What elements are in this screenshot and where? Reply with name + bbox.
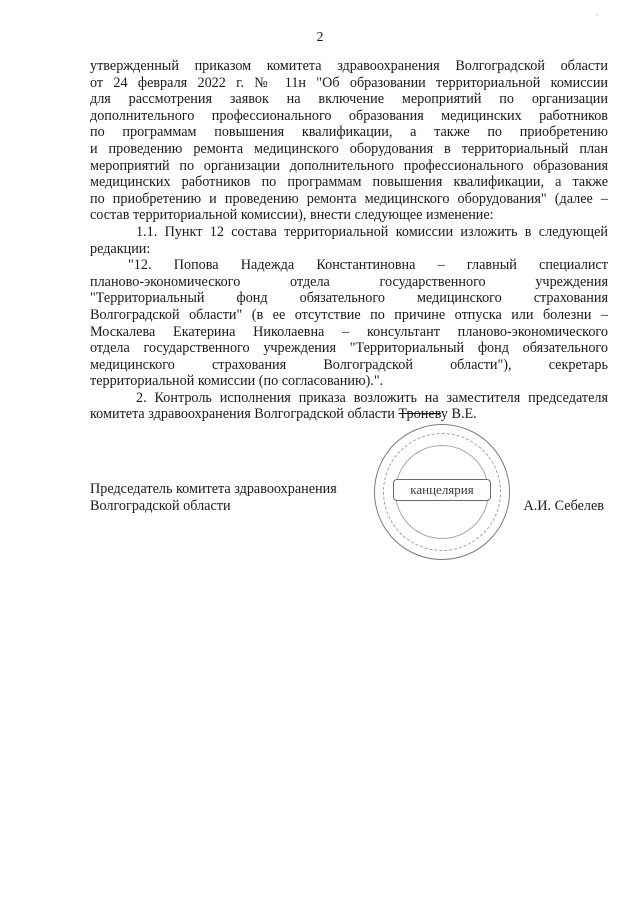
body-line: по программам повышения квалификации, а также по приобретению (90, 124, 608, 141)
body-line: Волгоградской области" (в ее отсутствие по причине отпуска или болезни – (90, 306, 608, 323)
text-segment: комитета здравоохранения Волгоградской области (90, 406, 399, 423)
body-line: от 24 февраля 2022 г. № 11н "Об образовании территориальной комиссии (90, 74, 608, 91)
body-line: утвержденный приказом комитета здравоохранения Волгоградской области (90, 58, 608, 74)
body-line: для рассмотрения заявок на включение мероприятий по организации (90, 91, 608, 108)
stamp-label: канцелярия (393, 479, 491, 501)
body-line: 1.1. Пункт 12 состава территориальной комиссии изложить в следующей (136, 223, 608, 240)
signature-block (90, 481, 608, 515)
body-line: и проведению ремонта медицинского оборудования в территориальный план (90, 140, 608, 157)
signer-region: Волгоградской области (90, 498, 231, 514)
body-line: планово-экономического отдела государственного учреждения (90, 273, 608, 290)
body-line: дополнительного профессионального образования медицинских работников (90, 107, 608, 124)
body-line: 2. Контроль исполнения приказа возложить на заместителя председателя (136, 389, 608, 406)
body-line (90, 406, 608, 423)
body-line: редакции: (90, 240, 151, 257)
document-body (90, 58, 608, 423)
body-line: "Территориальный фонд обязательного медицинского страхования (90, 290, 608, 307)
corner-mark: · (596, 10, 599, 20)
body-line: "12. Попова Надежда Константиновна – главный специалист (128, 257, 608, 274)
body-line: медицинских работников по программам повышения квалификации, а также (90, 174, 608, 191)
body-line: состав территориальной комиссии), внести следующее изменение: (90, 207, 494, 224)
page-number: 2 (316, 30, 324, 45)
signer-name: А.И. Себелев (523, 498, 604, 514)
struck-text: Тронев (398, 406, 441, 423)
body-line: медицинского страхования Волгоградской области"), секретарь (90, 356, 608, 373)
body-line: по приобретению и проведению ремонта медицинского оборудования" (далее – (90, 190, 608, 207)
text-segment: у В.Е. (440, 406, 477, 423)
body-line: мероприятий по организации дополнительного профессионального образования (90, 157, 608, 174)
body-line: Москалева Екатерина Николаевна – консультант планово-экономического (90, 323, 608, 340)
body-line: отдела государственного учреждения "Территориальный фонд обязательного (90, 340, 608, 357)
signer-position: Председатель комитета здравоохранения (90, 481, 337, 497)
body-line: территориальной комиссии (по согласованию).". (90, 373, 384, 390)
